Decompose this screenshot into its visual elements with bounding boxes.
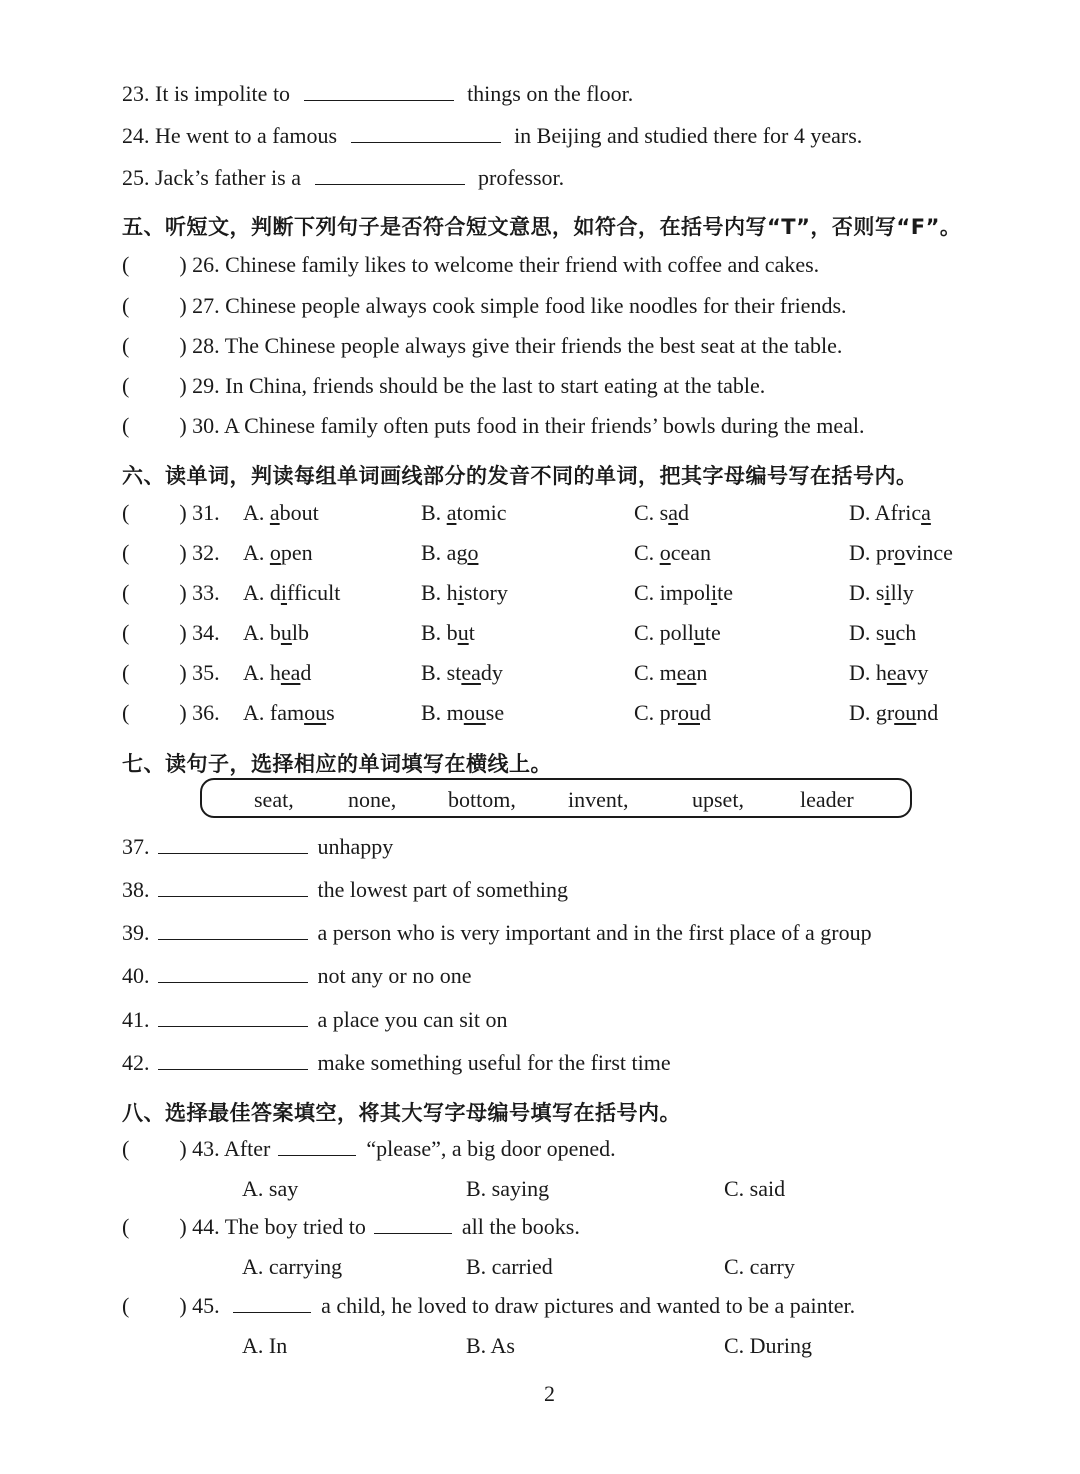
question-text: It is impolite to <box>155 81 291 106</box>
tf-statement: 30. A Chinese family often puts food in their friends’ bowls during the meal. <box>192 413 865 438</box>
definition-item <box>122 834 393 860</box>
answer-option: C. said <box>724 1176 786 1201</box>
phonics-option: B. history <box>421 580 508 605</box>
underlined-letters: i <box>884 580 891 605</box>
question-number: 31. <box>192 500 220 525</box>
word-bank-item: none, <box>348 787 397 812</box>
underlined-letters: ea <box>461 660 481 685</box>
phonics-option: B. but <box>421 620 475 645</box>
answer-option: C. carry <box>724 1254 795 1279</box>
underlined-letters: u <box>457 620 469 645</box>
underlined-letters: u <box>693 620 705 645</box>
tf-item-26 <box>122 252 819 278</box>
underlined-letters: i <box>457 580 464 605</box>
phonics-item <box>122 580 220 606</box>
answer-blank[interactable] <box>158 1025 308 1027</box>
answer-bracket[interactable]: ( ) <box>122 293 187 318</box>
answer-option: B. As <box>466 1333 515 1358</box>
underlined-letters: a <box>668 500 679 525</box>
question-number: 32. <box>192 540 220 565</box>
underlined-letters: ou <box>894 700 917 725</box>
section-5-heading: 五、听短文，判断下列句子是否符合短文意思，如符合，在括号内写“T”，否则写“F”。 <box>122 215 962 239</box>
underlined-letters: ou <box>304 700 327 725</box>
question-number: 45. <box>186 1293 226 1318</box>
underlined-letters: i <box>711 580 718 605</box>
question-number: 42. <box>122 1050 150 1075</box>
answer-blank[interactable] <box>158 852 308 854</box>
tf-item-30 <box>122 413 864 439</box>
underlined-letters: ea <box>280 660 301 685</box>
answer-blank[interactable] <box>304 99 454 101</box>
question-number: 37. <box>122 834 150 859</box>
section-8-heading: 八、选择最佳答案填空，将其大写字母编号填写在括号内。 <box>122 1101 681 1125</box>
phonics-option: D. Africa <box>849 500 931 525</box>
phonics-option: A. difficult <box>243 580 341 605</box>
answer-blank[interactable] <box>158 1068 308 1070</box>
answer-bracket[interactable]: ( ) <box>122 660 187 685</box>
phonics-option: B. atomic <box>421 500 507 525</box>
underlined-letters: ou <box>678 700 700 725</box>
phonics-option: C. ocean <box>634 540 711 565</box>
section-7-heading: 七、读句子，选择相应的单词填写在横线上。 <box>122 752 552 776</box>
phonics-option: C. pollute <box>634 620 721 645</box>
tf-item-28 <box>122 333 842 359</box>
phonics-option: D. province <box>849 540 953 565</box>
answer-blank[interactable] <box>374 1232 452 1234</box>
phonics-item <box>122 700 220 726</box>
question-24 <box>122 123 862 149</box>
question-number: 24. <box>122 123 150 148</box>
underlined-letters: o <box>467 540 479 565</box>
question-text: He went to a famous <box>155 123 338 148</box>
answer-bracket[interactable]: ( ) <box>122 540 187 565</box>
phonics-option: C. impolite <box>634 580 734 605</box>
underlined-letters: u <box>884 620 896 645</box>
phonics-option: C. proud <box>634 700 711 725</box>
answer-blank[interactable] <box>233 1311 311 1313</box>
phonics-option: B. steady <box>421 660 503 685</box>
underlined-letters: u <box>280 620 292 645</box>
phonics-option: C. sad <box>634 500 690 525</box>
question-number: 23. <box>122 81 150 106</box>
answer-bracket[interactable]: ( ) <box>122 373 187 398</box>
phonics-option: D. silly <box>849 580 914 605</box>
word-bank <box>200 778 912 818</box>
question-number: 39. <box>122 920 150 945</box>
question-text: in Beijing and studied there for 4 years. <box>514 123 863 148</box>
phonics-option: D. such <box>849 620 917 645</box>
answer-blank[interactable] <box>315 183 465 185</box>
question-text: “please”, a big door opened. <box>366 1136 616 1161</box>
phonics-option: A. open <box>243 540 313 565</box>
phonics-item <box>122 540 220 566</box>
definition-text: not any or no one <box>317 963 472 988</box>
underlined-letters: o <box>659 540 671 565</box>
question-text: After <box>223 1136 271 1161</box>
page-number: 2 <box>544 1381 555 1406</box>
question-number: 25. <box>122 165 150 190</box>
question-text: Jack’s father is a <box>155 165 301 190</box>
answer-option: C. During <box>724 1333 812 1358</box>
tf-statement: 28. The Chinese people always give their friends the best seat at the table. <box>192 333 843 358</box>
definition-item <box>122 920 872 946</box>
definition-item <box>122 1007 508 1033</box>
tf-item-27 <box>122 293 847 319</box>
underlined-letters: o <box>269 540 281 565</box>
section-6-heading: 六、读单词，判读每组单词画线部分的发音不同的单词，把其字母编号写在括号内。 <box>122 464 918 488</box>
choice-question <box>122 1293 855 1319</box>
choice-question <box>122 1136 616 1162</box>
phonics-option: B. mouse <box>421 700 505 725</box>
phonics-option: A. bulb <box>243 620 310 645</box>
answer-bracket[interactable]: ( ) <box>122 1136 187 1161</box>
underlined-letters: ea <box>676 660 697 685</box>
phonics-option: A. head <box>243 660 312 685</box>
word-bank-item: invent, <box>568 787 629 812</box>
choice-question <box>122 1214 580 1240</box>
tf-statement: 27. Chinese people always cook simple food like noodles for their friends. <box>192 293 847 318</box>
question-number: 33. <box>192 580 220 605</box>
definition-item <box>122 963 471 989</box>
phonics-option: D. heavy <box>849 660 929 685</box>
answer-option: A. In <box>242 1333 288 1358</box>
answer-option: A. say <box>242 1176 299 1201</box>
question-number: 41. <box>122 1007 150 1032</box>
word-bank-item: leader <box>800 787 854 812</box>
definition-text: a person who is very important and in the first place of a group <box>317 920 872 945</box>
answer-blank[interactable] <box>278 1154 356 1156</box>
question-number: 40. <box>122 963 150 988</box>
answer-bracket[interactable]: ( ) <box>122 413 187 438</box>
question-text: The boy tried to <box>224 1214 366 1239</box>
question-25 <box>122 165 564 191</box>
answer-bracket[interactable]: ( ) <box>122 333 187 358</box>
definition-text: make something useful for the first time <box>317 1050 671 1075</box>
answer-bracket[interactable]: ( ) <box>122 700 187 725</box>
tf-statement: 26. Chinese family likes to welcome their friend with coffee and cakes. <box>192 252 820 277</box>
phonics-item <box>122 500 220 526</box>
underlined-letters: o <box>894 540 906 565</box>
question-23 <box>122 81 633 107</box>
question-text: a child, he loved to draw pictures and wanted to be a painter. <box>321 1293 856 1318</box>
tf-item-29 <box>122 373 765 399</box>
answer-blank[interactable] <box>158 938 308 940</box>
answer-bracket[interactable]: ( ) <box>122 580 187 605</box>
phonics-option: D. ground <box>849 700 939 725</box>
answer-bracket[interactable]: ( ) <box>122 1214 187 1239</box>
underlined-letters: i <box>280 580 288 605</box>
question-number: 43. <box>186 1136 224 1161</box>
phonics-option: A. famous <box>243 700 335 725</box>
question-text: things on the floor. <box>467 81 634 106</box>
word-bank-item: upset, <box>692 787 744 812</box>
definition-text: the lowest part of something <box>317 877 569 902</box>
definition-item <box>122 877 568 903</box>
underlined-letters: a <box>446 500 457 525</box>
underlined-letters: a <box>269 500 280 525</box>
phonics-option: B. ago <box>421 540 479 565</box>
definition-item <box>122 1050 671 1076</box>
underlined-letters: ou <box>463 700 486 725</box>
phonics-option: A. about <box>243 500 319 525</box>
word-bank-item: seat, <box>254 787 294 812</box>
answer-bracket[interactable]: ( ) <box>122 252 187 277</box>
question-number: 44. <box>186 1214 225 1239</box>
answer-bracket[interactable]: ( ) <box>122 1293 187 1318</box>
word-bank-item: bottom, <box>448 787 516 812</box>
underlined-letters: a <box>921 500 931 525</box>
phonics-item <box>122 620 220 646</box>
question-number: 35. <box>192 660 220 685</box>
phonics-item <box>122 660 220 686</box>
tf-statement: 29. In China, friends should be the last to start eating at the table. <box>192 373 766 398</box>
answer-option: A. carrying <box>242 1254 343 1279</box>
phonics-option: C. mean <box>634 660 708 685</box>
definition-text: unhappy <box>317 834 394 859</box>
answer-option: B. carried <box>466 1254 553 1279</box>
question-number: 38. <box>122 877 150 902</box>
answer-bracket[interactable]: ( ) <box>122 620 187 645</box>
answer-blank[interactable] <box>158 895 308 897</box>
question-text: professor. <box>478 165 565 190</box>
answer-blank[interactable] <box>351 141 501 143</box>
definition-text: a place you can sit on <box>317 1007 508 1032</box>
question-number: 36. <box>192 700 220 725</box>
question-text: all the books. <box>461 1214 580 1239</box>
underlined-letters: ea <box>886 660 907 685</box>
question-number: 34. <box>192 620 220 645</box>
answer-bracket[interactable]: ( ) <box>122 500 187 525</box>
answer-blank[interactable] <box>158 981 308 983</box>
answer-option: B. saying <box>466 1176 550 1201</box>
